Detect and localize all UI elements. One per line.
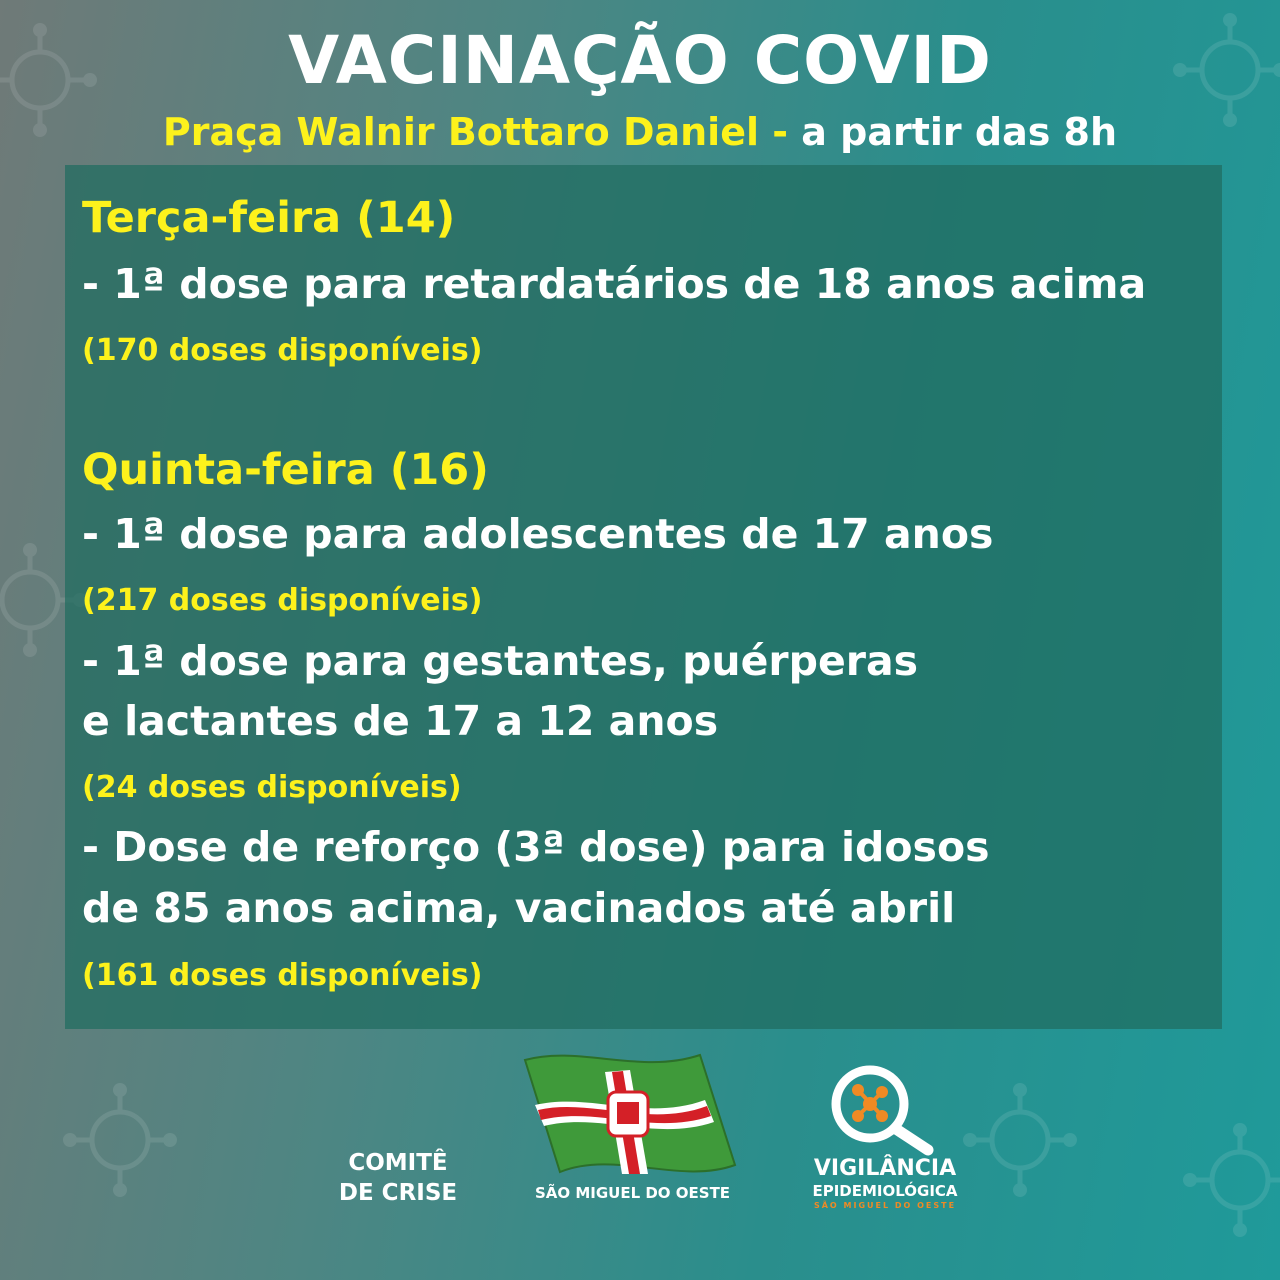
schedule-line: e lactantes de 17 a 12 anos <box>82 697 719 745</box>
doses-available: (24 doses disponíveis) <box>82 770 462 805</box>
schedule-line: de 85 anos acima, vacinados até abril <box>82 884 956 932</box>
virus-icon <box>60 1080 180 1200</box>
location-name: Praça Walnir Bottaro Daniel <box>162 110 760 154</box>
virus-icon <box>960 1080 1080 1200</box>
city-flag-logo <box>520 1050 745 1180</box>
doses-available: (170 doses disponíveis) <box>82 333 483 368</box>
schedule-line: - Dose de reforço (3ª dose) para idosos <box>82 823 990 871</box>
vigilance-label <box>798 1156 972 1212</box>
schedule-line: - 1ª dose para gestantes, puérperas <box>82 637 919 685</box>
city-name: SÃO MIGUEL DO OESTE <box>534 1184 731 1202</box>
location-subtitle <box>0 110 1280 154</box>
vigilance-line-1: VIGILÂNCIA <box>813 1156 957 1181</box>
committee-line-2: DE CRISE <box>338 1180 458 1206</box>
committee-line-1: COMITÊ <box>348 1150 448 1176</box>
virus-icon <box>1180 1120 1280 1240</box>
vigilance-subtitle: SÃO MIGUEL DO OESTE <box>813 1201 957 1210</box>
subtitle-separator: - <box>759 110 802 154</box>
start-time: a partir das 8h <box>801 110 1118 154</box>
doses-available: (217 doses disponíveis) <box>82 583 483 618</box>
day-heading-tuesday: Terça-feira (14) <box>82 193 456 243</box>
day-heading-thursday: Quinta-feira (16) <box>82 445 489 495</box>
magnifier-icon <box>828 1062 940 1157</box>
schedule-line: - 1ª dose para retardatários de 18 anos acima <box>82 260 1147 308</box>
committee-label <box>318 1148 478 1208</box>
page-title: VACINAÇÃO COVID <box>288 22 992 99</box>
schedule-line: - 1ª dose para adolescentes de 17 anos <box>82 510 994 558</box>
doses-available: (161 doses disponíveis) <box>82 958 483 993</box>
vigilance-line-2: EPIDEMIOLÓGICA <box>812 1182 958 1200</box>
